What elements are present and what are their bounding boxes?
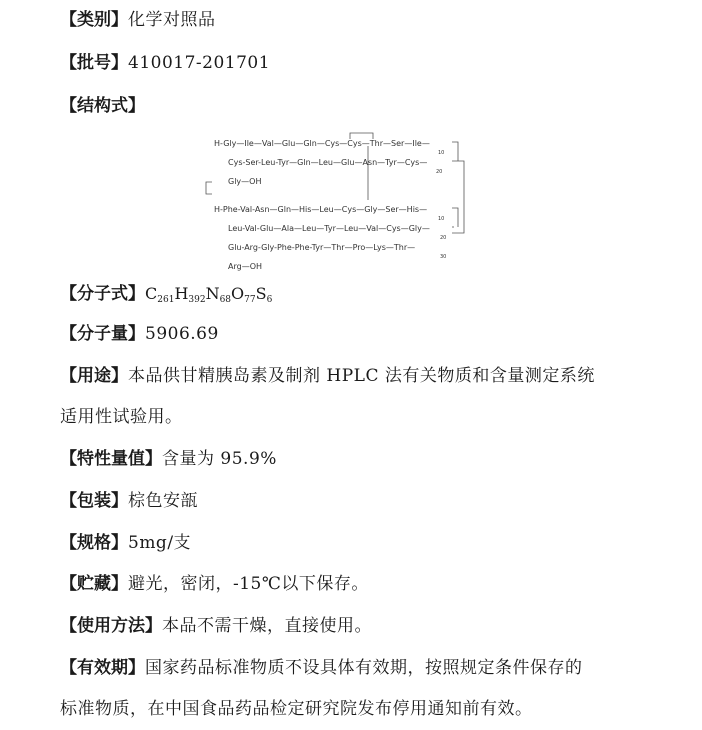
batch-row	[60, 51, 682, 75]
insulin-glargine-structure	[200, 132, 480, 274]
package-value: 棕色安瓿	[128, 491, 198, 511]
structure-label: 【结构式】	[60, 96, 145, 116]
formula-label: 【分子式】	[60, 284, 145, 304]
usage-row	[60, 364, 682, 388]
method-label: 【使用方法】	[60, 616, 162, 636]
package-row	[60, 489, 682, 513]
storage-row	[60, 572, 682, 596]
structure-row	[60, 94, 682, 118]
spec-value: 5mg/支	[128, 533, 192, 553]
usage-label: 【用途】	[60, 366, 128, 386]
package-label: 【包装】	[60, 491, 128, 511]
storage-value: 避光，密闭，-15℃以下保存。	[128, 574, 369, 594]
validity-value-line-1: 国家药品标准物质不设具体有效期，按照规定条件保存的	[145, 658, 583, 678]
method-row	[60, 614, 682, 638]
property-row	[60, 447, 682, 471]
chain-b-line-3: Glu-Arg-Gly-Phe-Phe-Tyr—Thr—Pro—Lys—Thr—	[228, 243, 416, 252]
chain-b-line-4: Arg—OH	[228, 262, 263, 271]
category-value: 化学对照品	[128, 10, 216, 30]
validity-row-2	[60, 697, 682, 721]
validity-label: 【有效期】	[60, 658, 145, 678]
chain-a-turn	[452, 142, 458, 161]
spec-row	[60, 531, 682, 555]
mw-value: 5906.69	[145, 324, 219, 344]
mw-label: 【分子量】	[60, 324, 145, 344]
property-label: 【特性量值】	[60, 449, 162, 469]
chain-b-index-20: 20	[440, 235, 447, 241]
usage-row-2	[60, 405, 682, 429]
storage-label: 【贮藏】	[60, 574, 128, 594]
formula-value: $C_{261}H_{392}N_{68}O_{77}S_6$	[145, 284, 273, 305]
chain-a-index-10: 10	[438, 150, 445, 156]
chain-a-index-20: 20	[436, 169, 443, 175]
batch-value: 410017-201701	[128, 53, 271, 73]
chain-b-turn-1	[452, 208, 458, 227]
method-value: 本品不需干燥，直接使用。	[162, 616, 372, 636]
chain-a-line-2: Cys-Ser-Leu-Tyr—Gln—Leu—Glu—Asn—Tyr—Cys—	[228, 158, 428, 167]
chain-a-line-3: Gly—OH	[228, 177, 262, 186]
usage-value-line-2: 适用性试验用。	[60, 407, 183, 427]
chain-b-line-1: H-Phe-Val-Asn—Gln—His—Leu—Cys—Gly—Ser—His—	[214, 205, 428, 214]
spec-label: 【规格】	[60, 533, 128, 553]
chain-b-line-2: Leu-Val-Glu—Ala—Leu—Tyr—Leu—Val—Cys—Gly—	[228, 224, 430, 233]
batch-label: 【批号】	[60, 53, 128, 73]
mw-row	[60, 322, 682, 346]
chain-b-index-10: 10	[438, 216, 445, 222]
chain-a-line-1: H-Gly—Ile—Val—Glu—Gln—Cys—Cys—Thr—Ser—Ile—	[214, 139, 430, 148]
validity-row	[60, 656, 682, 680]
chain-a-bracket	[206, 182, 212, 194]
usage-value-line-1: 本品供甘精胰岛素及制剂 HPLC 法有关物质和含量测定系统	[128, 366, 595, 386]
category-label: 【类别】	[60, 10, 128, 30]
property-value: 含量为 95.9%	[162, 449, 277, 469]
category-row	[60, 8, 682, 32]
formula-row	[60, 282, 682, 306]
validity-value-line-2: 标准物质，在中国食品药品检定研究院发布停用通知前有效。	[60, 699, 533, 719]
chain-b-index-30: 30	[440, 254, 447, 260]
